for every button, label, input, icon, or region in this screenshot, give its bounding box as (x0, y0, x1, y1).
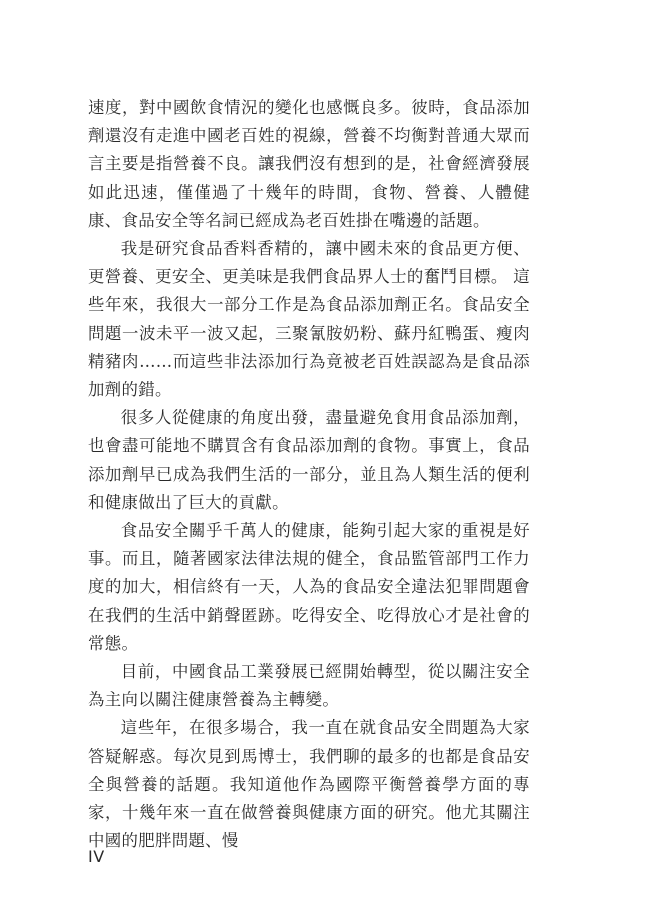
paragraph: 目前，中國食品工業發展已經開始轉型，從以關注安全為主向以關注健康營養為主轉變。 (88, 662, 530, 710)
paragraph: 很多人從健康的角度出發，盡量避免食用食品添加劑，也會盡可能地不購買含有食品添加劑的食物。事實上，食品添加劑早已成為我們生活的一部分，並且為人類生活的便利和健康做出了巨大的貢獻。 (88, 408, 530, 512)
paragraph: 食品安全關乎千萬人的健康，能夠引起大家的重視是好事。而且，隨著國家法律法規的健全，食品監管部門工作力度的加大，相信終有一天，人為的食品安全違法犯罪問題會在我們的生活中銷聲匿跡。吃得安全、吃得放心才是社會的常態。 (88, 521, 530, 653)
paragraph-continuation: 速度，對中國飲食情況的變化也感慨良多。彼時，食品添加劑還沒有走進中國老百姓的視線，營養不均衡對普通大眾而言主要是指營養不良。讓我們沒有想到的是，社會經濟發展如此迅速，僅僅過了十幾年的時間，食物、營養、人體健康、食品安全等名詞已經成為老百姓掛在嘴邊的話題。 (88, 98, 530, 230)
paragraph: 我是研究食品香料香精的，讓中國未來的食品更方便、更營養、更安全、更美味是我們食品界人士的奮鬥目標。 這些年來，我很大一部分工作是為食品添加劑正名。食品安全問題一波未平一波又起，三聚氰胺奶粉、蘇丹紅鴨蛋、瘦肉精豬肉……而這些非法添加行為竟被老百姓誤認為是食品添加劑的錯。 (88, 239, 530, 400)
paragraph: 這些年，在很多場合，我一直在就食品安全問題為大家答疑解惑。每次見到馬博士，我們聊的最多的也都是食品安全與營養的話題。我知道他作為國際平衡營養學方面的專家，十幾年來一直在做營養與健康方面的研究。他尤其關注中國的肥胖問題、慢 (88, 718, 530, 851)
page-number: IV (88, 847, 105, 866)
body-text (88, 94, 530, 855)
